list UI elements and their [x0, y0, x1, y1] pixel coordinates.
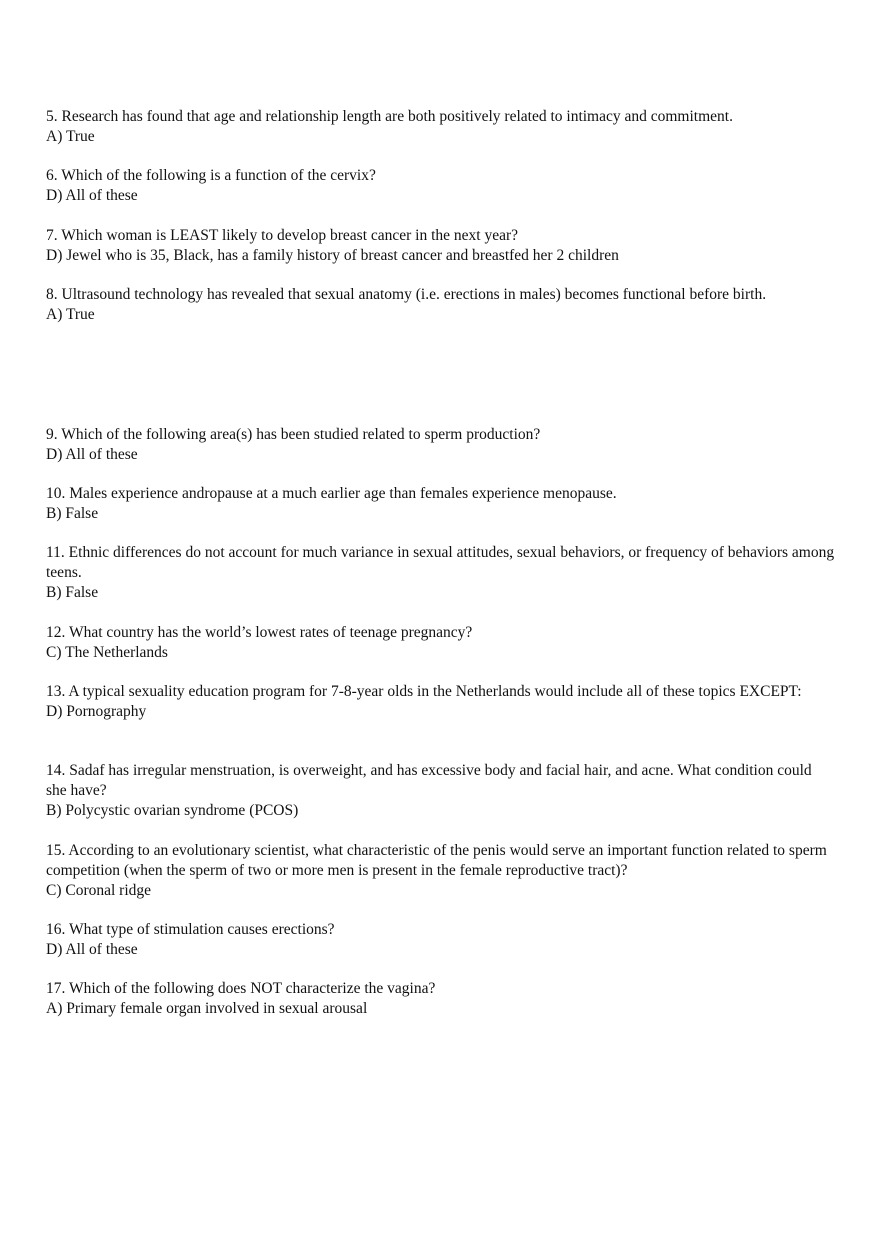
answer-text: D) All of these — [46, 445, 138, 463]
question-text: 16. What type of stimulation causes erections? — [46, 921, 335, 938]
answer-text: D) All of these — [46, 940, 138, 958]
answer-text: A) Primary female organ involved in sexual arousal — [46, 999, 368, 1017]
question-item-11 — [46, 543, 836, 602]
question-item-9 — [46, 425, 836, 465]
question-text: 15. According to an evolutionary scientist, what characteristic of the penis would serve an important function related to sperm competition (when the sperm of two or more men is present in the female reproductive tract)? — [46, 842, 827, 879]
answer-text: C) Coronal ridge — [46, 881, 152, 899]
question-text: 8. Ultrasound technology has revealed that sexual anatomy (i.e. erections in males) becomes functional before birth. — [46, 286, 767, 303]
question-item-6 — [46, 166, 836, 206]
question-item-8 — [46, 285, 836, 325]
question-item-13 — [46, 682, 836, 722]
question-text: 11. Ethnic differences do not account for much variance in sexual attitudes, sexual behaviors, or frequency of behaviors among teens. — [46, 544, 835, 581]
question-text: 6. Which of the following is a function of the cervix? — [46, 167, 376, 184]
question-item-10 — [46, 484, 836, 524]
answer-text: A) True — [46, 305, 95, 323]
question-item-16 — [46, 920, 836, 960]
question-text: 13. A typical sexuality education program for 7-8-year olds in the Netherlands would include all of these topics EXCEPT: — [46, 683, 802, 700]
question-text: 14. Sadaf has irregular menstruation, is overweight, and has excessive body and facial hair, and acne. What condition could she have? — [46, 762, 812, 799]
question-text: 10. Males experience andropause at a much earlier age than females experience menopause. — [46, 485, 617, 502]
question-text: 5. Research has found that age and relationship length are both positively related to intimacy and commitment. — [46, 108, 733, 125]
answer-text: D) All of these — [46, 186, 138, 204]
question-item-12 — [46, 623, 836, 663]
question-text: 17. Which of the following does NOT characterize the vagina? — [46, 980, 436, 997]
answer-text: B) False — [46, 583, 99, 601]
question-item-15 — [46, 841, 836, 900]
question-text: 7. Which woman is LEAST likely to develop breast cancer in the next year? — [46, 227, 519, 244]
question-item-7 — [46, 226, 836, 266]
question-item-14 — [46, 761, 836, 820]
answer-text: A) True — [46, 127, 95, 145]
question-text: 12. What country has the world’s lowest rates of teenage pregnancy? — [46, 624, 473, 641]
answer-text: C) The Netherlands — [46, 643, 168, 661]
answer-text: D) Jewel who is 35, Black, has a family history of breast cancer and breastfed her 2 children — [46, 246, 619, 264]
question-text: 9. Which of the following area(s) has been studied related to sperm production? — [46, 426, 541, 443]
answer-text: B) Polycystic ovarian syndrome (PCOS) — [46, 801, 299, 819]
question-item-5 — [46, 107, 836, 147]
answer-text: B) False — [46, 504, 99, 522]
question-item-17 — [46, 979, 836, 1019]
answer-text: D) Pornography — [46, 702, 147, 720]
